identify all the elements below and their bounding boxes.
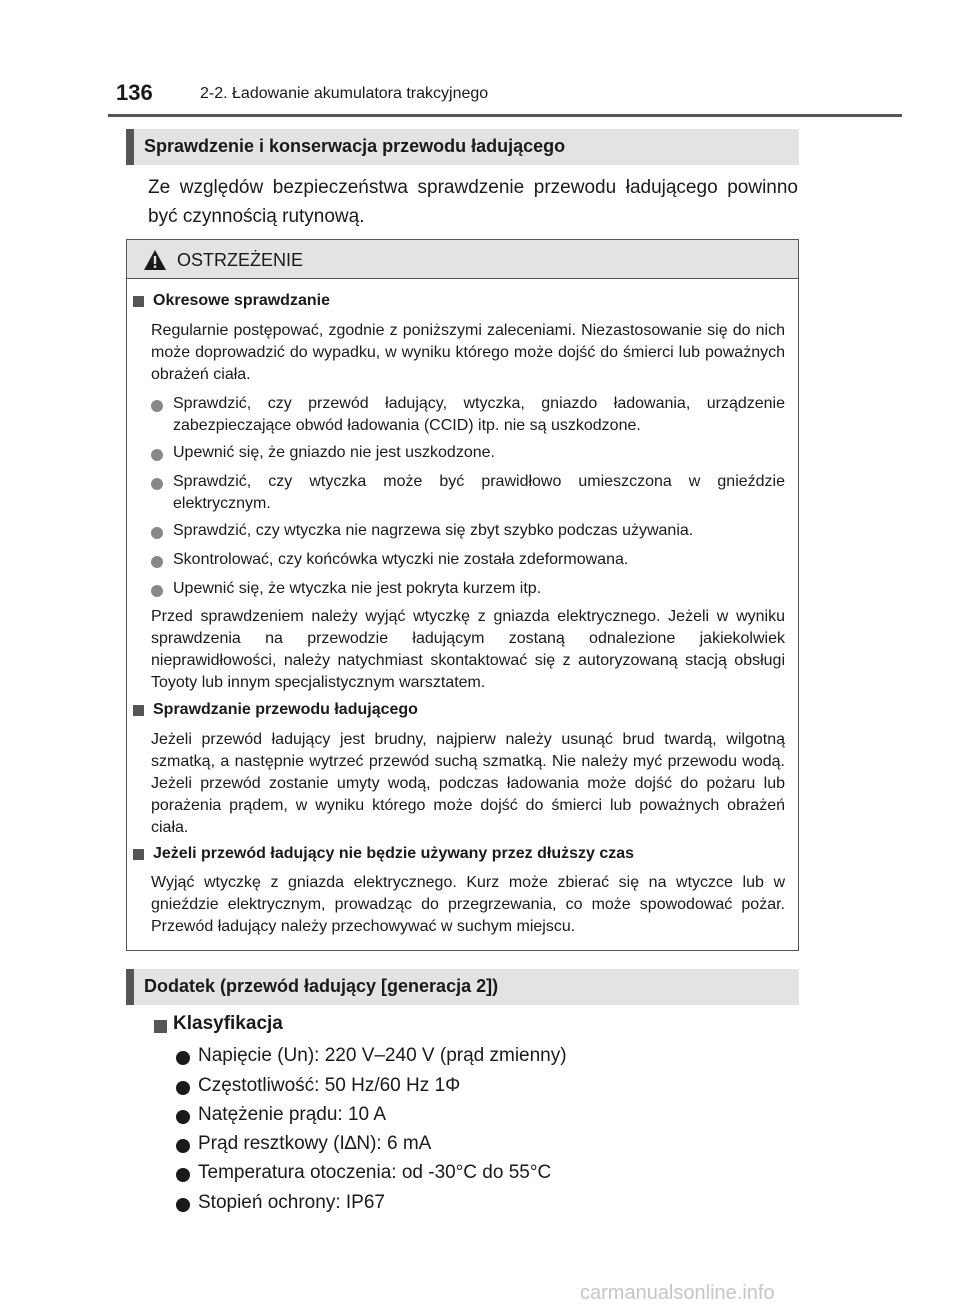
spec-item: Prąd resztkowy (I∆N): 6 mA	[198, 1133, 432, 1154]
section-title: Sprawdzenie i konserwacja przewodu ładującego	[144, 136, 566, 156]
warning-title: OSTRZEŻENIE	[177, 250, 304, 270]
round-bullet-icon	[176, 1051, 190, 1065]
round-bullet-icon	[151, 478, 163, 490]
list-item: Sprawdzić, czy wtyczka może być prawidłowo umieszczona w gnieździe elektrycznym.	[173, 473, 785, 512]
round-bullet-icon	[176, 1139, 190, 1153]
spec-item: Natężenie prądu: 10 A	[198, 1104, 387, 1125]
round-bullet-icon	[151, 449, 163, 461]
spec-item: Temperatura otoczenia: od -30°C do 55°C	[198, 1162, 552, 1183]
subsection-paragraph: Przed sprawdzeniem należy wyjąć wtyczkę z gniazda elektrycznego. Jeżeli w wyniku sprawdzenia na przewodzie ładującym zostaną odnalezione jakiekolwiek nieprawidłowości, należy natychmiast skontaktować się z autoryzowaną stacją obsługi Toyoty lub innym specjalistycznym warsztatem.	[151, 608, 785, 691]
chapter-title: 2-2. Ładowanie akumulatora trakcyjnego	[200, 85, 489, 102]
round-bullet-icon	[151, 585, 163, 597]
page-number: 136	[116, 80, 153, 105]
warning-triangle-icon	[143, 249, 167, 271]
spec-item: Stopień ochrony: IP67	[198, 1192, 385, 1213]
subsection-title: Okresowe sprawdzanie	[153, 292, 330, 309]
intro-paragraph: Ze względów bezpieczeństwa sprawdzenie przewodu ładującego powinno być czynnością rutynową.	[148, 177, 798, 227]
list-item: Sprawdzić, czy przewód ładujący, wtyczka, gniazdo ładowania, urządzenie zabezpieczające obwód ładowania (CCID) itp. nie są uszkodzone.	[173, 395, 785, 434]
subsection-title: Sprawdzanie przewodu ładującego	[153, 701, 418, 718]
list-item: Sprawdzić, czy wtyczka nie nagrzewa się zbyt szybko podczas używania.	[173, 522, 694, 539]
spec-item: Częstotliwość: 50 Hz/60 Hz 1Φ	[198, 1075, 461, 1096]
watermark: carmanualsonline.info	[580, 1282, 775, 1304]
warning-box	[126, 239, 799, 951]
round-bullet-icon	[176, 1168, 190, 1182]
round-bullet-icon	[151, 556, 163, 568]
square-bullet-icon	[133, 296, 144, 307]
list-item: Skontrolować, czy końcówka wtyczki nie została zdeformowana.	[173, 551, 629, 568]
list-item: Upewnić się, że wtyczka nie jest pokryta kurzem itp.	[173, 580, 542, 597]
round-bullet-icon	[151, 400, 163, 412]
section-title: Dodatek (przewód ładujący [generacja 2])	[144, 976, 499, 996]
square-bullet-icon	[133, 705, 144, 716]
subsection-title: Jeżeli przewód ładujący nie będzie używany przez dłuższy czas	[153, 845, 635, 862]
square-bullet-icon	[133, 849, 144, 860]
round-bullet-icon	[176, 1198, 190, 1212]
round-bullet-icon	[151, 527, 163, 539]
subsection-paragraph: Wyjąć wtyczkę z gniazda elektrycznego. Kurz może zbierać się na wtyczce lub w gnieździe elektrycznym, prowadząc do przegrzewania, co może spowodować pożar. Przewód ładujący należy przechowywać w suchym miejscu.	[151, 874, 785, 935]
square-bullet-icon	[154, 1020, 167, 1033]
section-heading-appendix	[126, 969, 799, 1005]
classification-title: Klasyfikacja	[173, 1013, 283, 1034]
spec-item: Napięcie (Un): 220 V–240 V (prąd zmienny)	[198, 1045, 567, 1066]
subsection-paragraph: Jeżeli przewód ładujący jest brudny, najpierw należy usunąć brud twardą, wilgotną szmatką, a następnie wytrzeć przewód suchą szmatką. Nie należy myć przewodu wodą. Jeżeli przewód zostanie umyty wodą, podczas ładowania może dojść do pożaru lub porażenia prądem, w wyniku którego może dojść do śmierci lub poważnych obrażeń ciała.	[151, 731, 785, 836]
round-bullet-icon	[176, 1110, 190, 1124]
page-header	[108, 78, 902, 117]
warning-header	[127, 240, 798, 279]
list-item: Upewnić się, że gniazdo nie jest uszkodzone.	[173, 444, 495, 461]
subsection-paragraph: Regularnie postępować, zgodnie z poniższymi zaleceniami. Niezastosowanie się do nich może doprowadzić do wypadku, w wyniku którego może dojść do śmierci lub poważnych obrażeń ciała.	[151, 322, 785, 383]
round-bullet-icon	[176, 1081, 190, 1095]
section-heading-inspection	[126, 129, 799, 165]
